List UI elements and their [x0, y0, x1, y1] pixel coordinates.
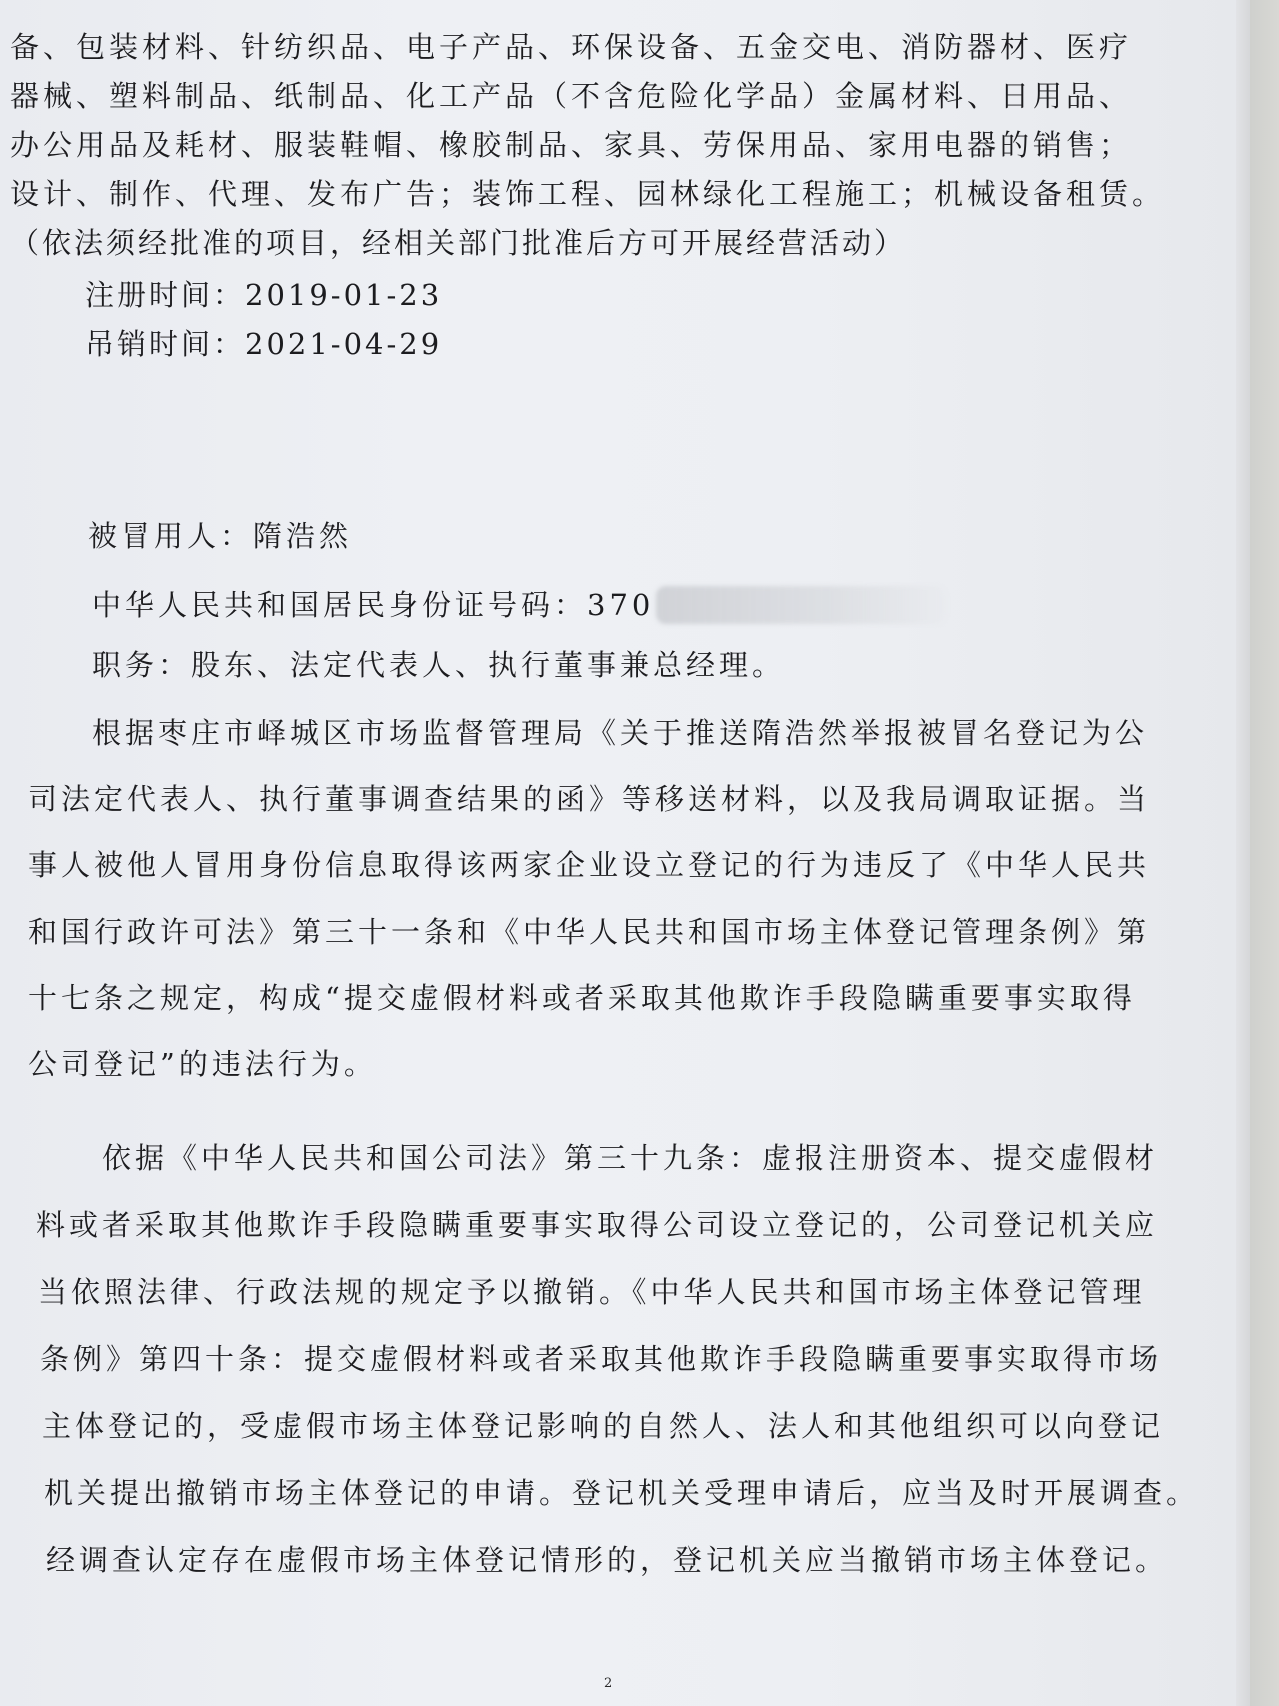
background-surface — [1250, 0, 1279, 1706]
basis-line-4: 条例》第四十条：提交虚假材料或者采取其他欺诈手段隐瞒重要事实取得市场 — [40, 1342, 1163, 1376]
business-scope-line-1: 备、包装材料、针纺织品、电子产品、环保设备、五金交电、消防器材、医疗 — [10, 30, 1133, 64]
business-scope-line-4: 设计、制作、代理、发布广告；装饰工程、园林绿化工程施工；机械设备租赁。 — [10, 177, 1166, 211]
basis-line-1: 依据《中华人民共和国公司法》第三十九条：虚报注册资本、提交虚假材 — [102, 1141, 1159, 1175]
id-number-label: 中华人民共和国居民身份证号码： — [92, 588, 588, 622]
revoked-date: 吊销时间：2021-04-29 — [85, 327, 443, 361]
findings-line-4: 和国行政许可法》第三十一条和《中华人民共和国市场主体登记管理条例》第 — [28, 915, 1151, 949]
findings-line-2: 司法定代表人、执行董事调查结果的函》等移送材料，以及我局调取证据。当 — [28, 782, 1151, 816]
redaction-blur — [656, 586, 946, 624]
findings-line-6: 公司登记”的违法行为。 — [28, 1047, 377, 1081]
basis-line-6: 机关提出撤销市场主体登记的申请。登记机关受理申请后，应当及时开展调查。 — [44, 1476, 1200, 1510]
id-number-visible: 370 — [587, 588, 655, 622]
business-scope-line-5: （依法须经批准的项目，经相关部门批准后方可开展经营活动） — [10, 226, 907, 260]
business-scope-line-3: 办公用品及耗材、服装鞋帽、橡胶制品、家具、劳保用品、家用电器的销售； — [10, 128, 1133, 162]
id-number-line — [92, 586, 946, 624]
basis-line-7: 经调查认定存在虚假市场主体登记情形的，登记机关应当撤销市场主体登记。 — [46, 1543, 1169, 1577]
impersonated-person: 被冒用人：隋浩然 — [88, 519, 353, 553]
findings-line-3: 事人被他人冒用身份信息取得该两家企业设立登记的行为违反了《中华人民共 — [28, 848, 1151, 882]
page-edge-shadow — [1236, 0, 1250, 1706]
page-number: 2 — [604, 1676, 613, 1691]
findings-line-5: 十七条之规定，构成“提交虚假材料或者采取其他欺诈手段隐瞒重要事实取得 — [28, 981, 1136, 1015]
basis-line-2: 料或者采取其他欺诈手段隐瞒重要事实取得公司设立登记的，公司登记机关应 — [36, 1208, 1159, 1242]
position-line: 职务：股东、法定代表人、执行董事兼总经理。 — [92, 648, 786, 682]
basis-line-3: 当依照法律、行政法规的规定予以撤销。《中华人民共和国市场主体登记管理 — [38, 1275, 1146, 1309]
business-scope-line-2: 器械、塑料制品、纸制品、化工产品（不含危险化学品）金属材料、日用品、 — [10, 79, 1133, 113]
findings-line-1: 根据枣庄市峄城区市场监督管理局《关于推送隋浩然举报被冒名登记为公 — [92, 716, 1149, 750]
basis-line-5: 主体登记的，受虚假市场主体登记影响的自然人、法人和其他组织可以向登记 — [42, 1409, 1165, 1443]
registered-date: 注册时间：2019-01-23 — [85, 278, 443, 312]
